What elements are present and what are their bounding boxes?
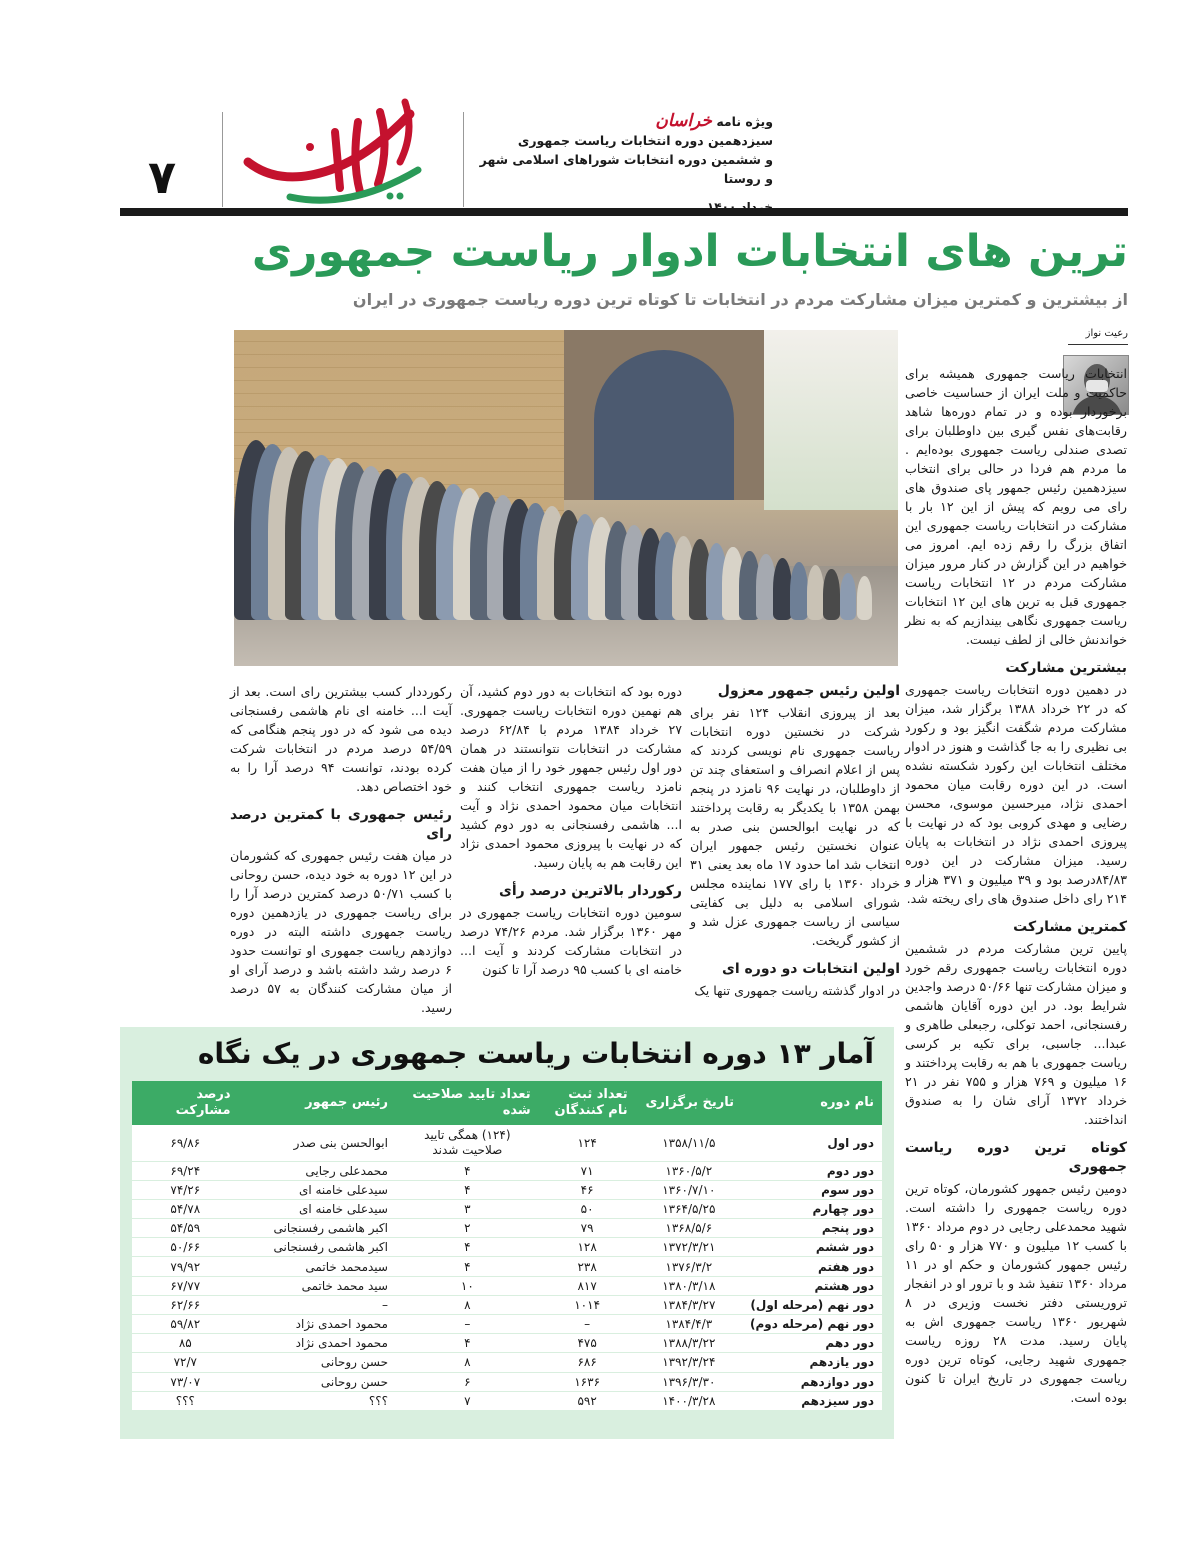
- table-cell: حسن روحانی: [239, 1353, 396, 1372]
- table-cell: ۵۰/۶۶: [132, 1238, 239, 1257]
- table-cell: ۴: [396, 1257, 539, 1276]
- table-row: [132, 1334, 882, 1353]
- article-column-c: [230, 682, 452, 1017]
- table-cell: محمود احمدی نژاد: [239, 1334, 396, 1353]
- table-cell: ۷۲/۷: [132, 1353, 239, 1372]
- table-cell: ۵۹۲: [539, 1391, 636, 1410]
- header-divider: [463, 112, 464, 207]
- section-paragraph: در ادوار گذشته ریاست جمهوری تنها یک: [694, 983, 900, 998]
- table-cell: ۱۳۹۶/۳/۳۰: [636, 1372, 742, 1391]
- column-header: درصد مشارکت: [132, 1081, 239, 1125]
- table-cell: ۲۳۸: [539, 1257, 636, 1276]
- subhead: از بیشترین و کمترین میزان مشارکت مردم در انتخابات تا کوتاه ترین دوره ریاست جمهوری در ایران: [352, 290, 1128, 309]
- table-header-row: [132, 1081, 882, 1125]
- table-cell: ۱۲۸: [539, 1238, 636, 1257]
- table-cell: ۴: [396, 1238, 539, 1257]
- table-cell: دور نهم (مرحله اول): [742, 1295, 882, 1314]
- table-row: [132, 1257, 882, 1276]
- section-heading: کمترین مشارکت: [1013, 919, 1127, 935]
- table-cell: ۱۳۸۰/۳/۱۸: [636, 1276, 742, 1295]
- table-cell: ۱۳۹۲/۳/۲۴: [636, 1353, 742, 1372]
- stats-table: [132, 1081, 882, 1411]
- table-cell: ۴۷۵: [539, 1334, 636, 1353]
- issue-info: [473, 112, 773, 217]
- table-cell: ۶۸۶: [539, 1353, 636, 1372]
- table-cell: ؟؟؟: [239, 1391, 396, 1410]
- column-header: رئیس جمهور: [239, 1081, 396, 1125]
- table-cell: محمدعلی رجایی: [239, 1161, 396, 1180]
- table-cell: (۱۲۴) همگی تایید صلاحیت شدند: [396, 1125, 539, 1161]
- table-row: [132, 1161, 882, 1180]
- section-paragraph: بعد از پیروزی انقلاب ۱۲۴ نفر برای شرکت در نخستین دوره انتخابات ریاست جمهوری نام نویسی کردند که پس از اعلام انصراف و استعفای چند تن از داوطلبان، در نهایت ۹۶ نامزد در پنجم بهمن ۱۳۵۸ با یکدیگر به رقابت پرداختند که در نهایت ابوالحسن بنی صدر به عنوان نخستین رئیس جمهور ایران انتخاب شد اما حدود ۱۷ ماه بعد یعنی ۳۱ خرداد ۱۳۶۰ با رای ۱۷۷ نماینده مجلس شورای اسلامی به دلیل بی کفایتی سیاسی از ریاست جمهوری عزل شد و از کشور گریخت.: [690, 705, 901, 948]
- table-cell: سیدعلی خامنه ای: [239, 1199, 396, 1218]
- table-row: [132, 1219, 882, 1238]
- table-cell: ۱۳۶۰/۷/۱۰: [636, 1180, 742, 1199]
- stats-box: [120, 1027, 894, 1439]
- table-row: [132, 1199, 882, 1218]
- table-cell: ؟؟؟: [132, 1391, 239, 1410]
- table-cell: ۴۶: [539, 1180, 636, 1199]
- table-cell: دور سوم: [742, 1180, 882, 1199]
- table-cell: دور دوازدهم: [742, 1372, 882, 1391]
- table-row: [132, 1276, 882, 1295]
- table-cell: سیدمحمد خاتمی: [239, 1257, 396, 1276]
- person-silhouette: [857, 576, 872, 620]
- table-cell: سید محمد خاتمی: [239, 1276, 396, 1295]
- intro-paragraph: انتخابات ریاست جمهوری همیشه برای حاکمیت و ملت ایران از حساسیت خاصی برخوردار بوده و در تمام دوره‌ها شاهد رقابت‌های نفس گیری بین داوطلبان برای تصدی صندلی ریاست جمهوری بوده‌ایم . ما مردم هم فردا در حالی برای انتخاب سیزدهمین رئیس جمهور پای صندوق های رای می رویم که پیش از این ۱۲ بار با مشارکت در انتخابات ریاست جمهوری این اتفاق بزرگ را رقم زده ایم. امروز می خواهیم در این گزارش در کنار مرور میزان مشارکت مردم در ۱۲ انتخابات ریاست جمهوری قبل به ترین های این ۱۲ انتخابات ریاست جمهوری نگاهی بیندازیم که به نظر خواندنش خالی از لطف نیست.: [905, 366, 1127, 647]
- table-cell: ۶۹/۲۴: [132, 1161, 239, 1180]
- section-heading: بیشترین مشارکت: [1005, 660, 1127, 676]
- table-cell: ۱۳۶۴/۵/۲۵: [636, 1199, 742, 1218]
- table-row: [132, 1315, 882, 1334]
- table-cell: ۸۵: [132, 1334, 239, 1353]
- table-cell: ۵۰: [539, 1199, 636, 1218]
- section-paragraph: پایین ترین مشارکت مردم در ششمین دوره انتخابات ریاست جمهوری رقم خورد و میزان مشارکت تنها ۵۰/۶۶ درصد واجدین شرایط بود. در این دوره آقایان هاشمی رفسنجانی، احمد توکلی، رجبعلی طاهری و عبدا... جاسبی، برای تکیه بر کرسی ریاست جمهوری با هم به رقابت پرداختند و ۱۶ میلیون و ۷۶۹ هزار و ۷۵۵ نفر در ۲۱ خرداد ۱۳۷۲ آرای شان را به صندوق انداختند.: [905, 941, 1128, 1127]
- table-cell: ۱۳۸۴/۳/۲۷: [636, 1295, 742, 1314]
- person-silhouette: [823, 569, 839, 620]
- issue-brand: خراسان: [655, 111, 712, 131]
- table-cell: –: [396, 1315, 539, 1334]
- column-header: تعداد ثبت نام کنندگان: [539, 1081, 636, 1125]
- table-cell: ۶۹/۸۶: [132, 1125, 239, 1161]
- issue-date: خرداد ۱۴۰۰: [706, 200, 773, 214]
- table-cell: دور چهارم: [742, 1199, 882, 1218]
- table-cell: دور یازدهم: [742, 1353, 882, 1372]
- table-cell: ۱۲۴: [539, 1125, 636, 1161]
- table-row: [132, 1391, 882, 1410]
- table-row: [132, 1353, 882, 1372]
- issue-prefix: ویژه نامه: [716, 114, 773, 129]
- table-cell: ۴: [396, 1334, 539, 1353]
- section-paragraph: دومین رئیس جمهور کشورمان، کوتاه ترین دوره ریاست جمهوری را داشته است. شهید محمدعلی رجایی در دوم مرداد ۱۳۶۰ با کسب ۱۲ میلیون و ۷۷۰ هزار و ۵۰ رای رئیس جمهور کشورمان و حکم او در ۱۱ مرداد ۱۳۶۰ تنفیذ شد و با ترور او در انفجار تروریستی دفتر نخست وزیری در ۸ شهریور ۱۳۶۰ ریاست جمهوری اش به پایان رسید. مدت ۲۸ روزه ریاست جمهوری شهید رجایی، کوتاه ترین دوره ریاست جمهوری در تاریخ ایران تا کنون بوده است.: [905, 1181, 1128, 1405]
- table-cell: سیدعلی خامنه ای: [239, 1180, 396, 1199]
- table-cell: ۷۹/۹۲: [132, 1257, 239, 1276]
- author-name: رعیت نواز: [1085, 328, 1128, 339]
- table-cell: ۷۱: [539, 1161, 636, 1180]
- table-cell: –: [239, 1295, 396, 1314]
- person-silhouette: [790, 562, 808, 620]
- table-cell: ۸: [396, 1353, 539, 1372]
- article-column-right: [905, 364, 1127, 1407]
- table-row: [132, 1125, 882, 1161]
- table-cell: دور دوم: [742, 1161, 882, 1180]
- table-cell: ۸۱۷: [539, 1276, 636, 1295]
- author-rule: [1068, 344, 1128, 345]
- column-header: تاریخ برگزاری: [636, 1081, 742, 1125]
- section-paragraph: در دهمین دوره انتخابات ریاست جمهوری که در ۲۲ خرداد ۱۳۸۸ برگزار شد، میزان مشارکت مردم شگفت انگیز بود و رکورد بی نظیری را به جا گذاشت و هنوز در ادوار مختلف انتخابات این رکورد شکسته نشده است. در این دوره رقابت میان محمود احمدی نژاد، میرحسین موسوی، محسن رضایی و مهدی کروبی بود که در نهایت با پیروزی احمدی نژاد در انتخابات به پایان رسید. میزان مشارکت در این دوره ۸۴/۸۳درصد بود و ۳۹ میلیون و ۳۷۱ هزار و ۲۱۴ رای داخل صندوق های رای ریخته شد.: [905, 682, 1127, 906]
- table-cell: ۶: [396, 1372, 539, 1391]
- section-paragraph: سومین دوره انتخابات ریاست جمهوری در مهر ۱۳۶۰ برگزار شد. مردم ۷۴/۲۶ درصد در انتخابات مشارکت کردند و آیت ا... خامنه ای با کسب ۹۵ درصد آرا تا کنون: [460, 905, 682, 977]
- section-heading: کوتاه ترین دوره ریاست جمهوری: [905, 1140, 1127, 1175]
- table-cell: –: [539, 1315, 636, 1334]
- table-cell: ۶۲/۶۶: [132, 1295, 239, 1314]
- article-column-b: [460, 682, 682, 979]
- table-cell: ۴: [396, 1161, 539, 1180]
- table-cell: ۶۷/۷۷: [132, 1276, 239, 1295]
- table-cell: ۸: [396, 1295, 539, 1314]
- table-cell: محمود احمدی نژاد: [239, 1315, 396, 1334]
- table-cell: دور پنجم: [742, 1219, 882, 1238]
- table-cell: ۵۴/۵۹: [132, 1219, 239, 1238]
- table-cell: ۱۰: [396, 1276, 539, 1295]
- person-silhouette: [773, 558, 792, 620]
- table-cell: ۵۴/۷۸: [132, 1199, 239, 1218]
- table-cell: ۱۳۷۶/۳/۲: [636, 1257, 742, 1276]
- table-cell: دور ششم: [742, 1238, 882, 1257]
- logo: [240, 92, 445, 208]
- table-cell: ۱۳۷۲/۳/۲۱: [636, 1238, 742, 1257]
- header-divider: [222, 112, 223, 207]
- table-row: [132, 1295, 882, 1314]
- table-cell: دور هفتم: [742, 1257, 882, 1276]
- person-silhouette: [840, 573, 856, 620]
- section-heading: رکوردار بالاترین درصد رأی: [498, 883, 682, 899]
- table-cell: ۴: [396, 1180, 539, 1199]
- table-cell: ۱۳۸۴/۴/۳: [636, 1315, 742, 1334]
- table-cell: ۱۴۰۰/۳/۲۸: [636, 1391, 742, 1410]
- table-cell: ۱۳۶۰/۵/۲: [636, 1161, 742, 1180]
- table-cell: ۱۳۵۸/۱۱/۵: [636, 1125, 742, 1161]
- table-cell: دور اول: [742, 1125, 882, 1161]
- table-row: [132, 1180, 882, 1199]
- table-cell: ۱۶۳۶: [539, 1372, 636, 1391]
- section-paragraph: دوره بود که انتخابات به دور دوم کشید، آن هم نهمین دوره انتخابات ریاست جمهوری. ۲۷ خرداد ۱۳۸۴ مردم با ۶۲/۸۴ درصد مشارکت در انتخابات نتوانستند در همان دور اول رئیس جمهور خود را از میان هفت نامزد ریاست جمهوری انتخاب کنند و انتخابات میان محمود احمدی نژاد و آیت ا... هاشمی رفسنجانی به دور دوم کشید که در نهایت با پیروزی محمود احمدی نژاد این رقابت هم به پایان رسید.: [460, 684, 682, 870]
- issue-line-2: و ششمین دوره انتخابات شوراهای اسلامی شهر و روستا: [479, 152, 773, 186]
- stats-title: آمار ۱۳ دوره انتخابات ریاست جمهوری در یک نگاه: [197, 1037, 874, 1070]
- table-cell: دور دهم: [742, 1334, 882, 1353]
- table-cell: حسن روحانی: [239, 1372, 396, 1391]
- table-cell: ۱۳۶۸/۵/۶: [636, 1219, 742, 1238]
- table-cell: ۷: [396, 1391, 539, 1410]
- issue-line-1: سیزدهمین دوره انتخابات ریاست جمهوری: [517, 133, 773, 148]
- table-cell: ابوالحسن بنی صدر: [239, 1125, 396, 1161]
- headline: ترین های انتخابات ادوار ریاست جمهوری: [251, 226, 1128, 277]
- column-header: نام دوره: [742, 1081, 882, 1125]
- voters-queue-photo: [234, 330, 898, 666]
- section-paragraph: رکورددار کسب بیشترین رای است. بعد از آیت ا... خامنه ای نام هاشمی رفسنجانی دیده می شود که در دور پنجم هنگامی که ۵۴/۵۹ درصد مردم در انتخابات شرکت کرده بودند، توانست ۹۴ درصد آرا را به خود اختصاص دهد.: [230, 684, 452, 794]
- section-heading: رئیس جمهوری با کمترین درصد رای: [230, 807, 452, 842]
- table-cell: دور نهم (مرحله دوم): [742, 1315, 882, 1334]
- article-column-a: [690, 682, 900, 1000]
- table-cell: دور هشتم: [742, 1276, 882, 1295]
- section-heading: اولین رئیس جمهور معزول: [717, 683, 900, 699]
- table-cell: ۲: [396, 1219, 539, 1238]
- table-cell: اکبر هاشمی رفسنجانی: [239, 1219, 396, 1238]
- section-paragraph: در میان هفت رئیس جمهوری که کشورمان در این ۱۲ دوره به خود دیده، حسن روحانی با کسب ۵۰/۷۱ درصد کمترین درصد آرا را برای ریاست جمهوری در یازدهمین دوره ریاست جمهوری داشته البته در دوره دوازدهم ریاست جمهوری او توانست حدود ۶ درصد رشد داشته باشد و درصد آرای او از میان مشارکت کنندگان به ۵۷ درصد رسید.: [230, 848, 452, 1015]
- table-cell: ۱۳۸۸/۳/۲۲: [636, 1334, 742, 1353]
- section-heading: اولین انتخابات دو دوره ای: [722, 961, 900, 977]
- table-cell: ۱۰۱۴: [539, 1295, 636, 1314]
- table-cell: اکبر هاشمی رفسنجانی: [239, 1238, 396, 1257]
- table-row: [132, 1238, 882, 1257]
- table-cell: دور سیزدهم: [742, 1391, 882, 1410]
- table-cell: ۷۴/۲۶: [132, 1180, 239, 1199]
- table-cell: ۳: [396, 1199, 539, 1218]
- table-cell: ۷۳/۰۷: [132, 1372, 239, 1391]
- person-silhouette: [807, 565, 824, 620]
- table-row: [132, 1372, 882, 1391]
- page-number: ۷: [148, 150, 177, 204]
- table-cell: ۵۹/۸۲: [132, 1315, 239, 1334]
- column-header: تعداد تایید صلاحیت شده: [396, 1081, 539, 1125]
- table-cell: ۷۹: [539, 1219, 636, 1238]
